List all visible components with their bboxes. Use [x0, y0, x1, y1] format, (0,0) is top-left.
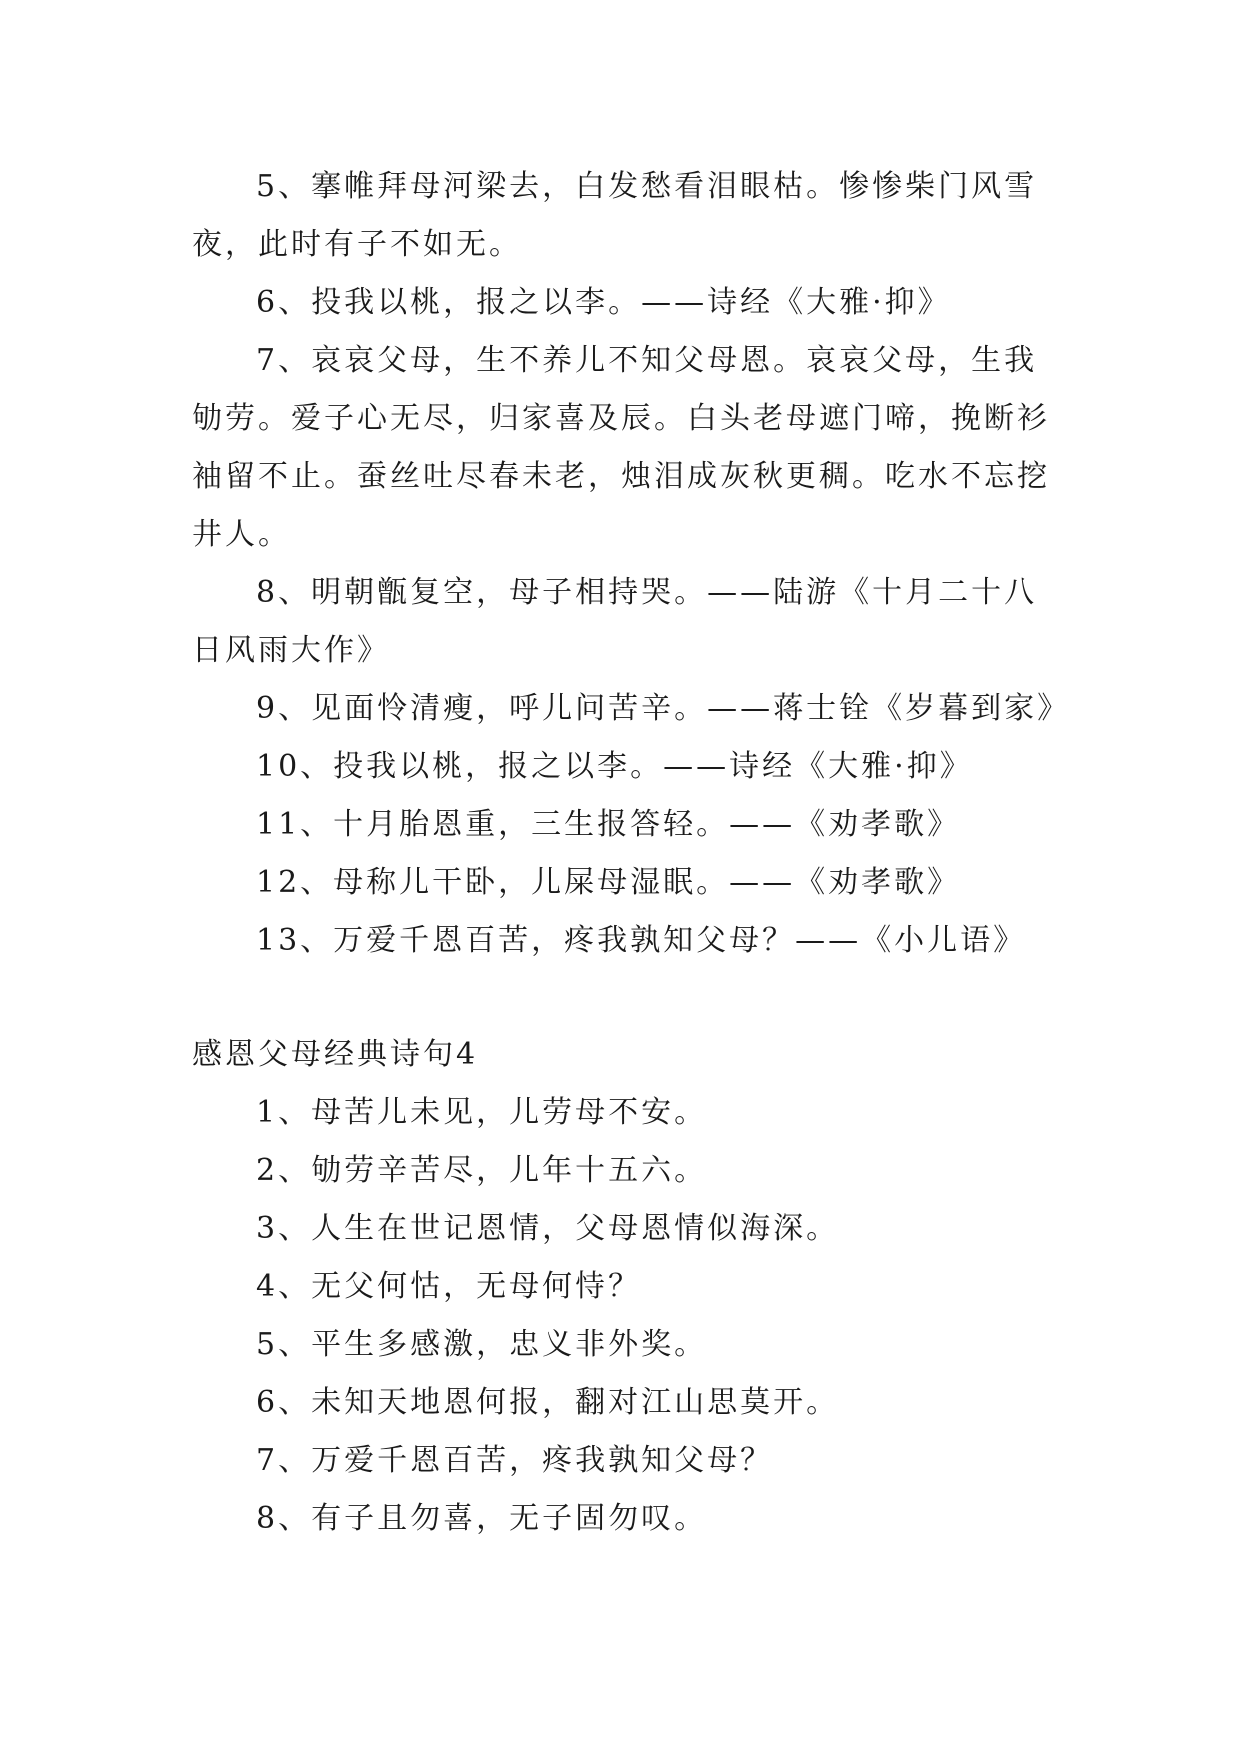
poem-line: 10、投我以桃，报之以李。——诗经《大雅·抑》	[256, 749, 973, 784]
poem-line: 3、人生在世记恩情，父母恩情似海深。	[256, 1211, 840, 1246]
poem-line: 9、见面怜清瘦，呼儿问苦辛。——蒋士铨《岁暮到家》	[256, 691, 1071, 726]
section-heading: 感恩父母经典诗句4	[192, 1037, 479, 1072]
poem-line: 11、十月胎恩重，三生报答轻。——《劝孝歌》	[256, 807, 961, 842]
poem-line: 5、平生多感激，忠义非外奖。	[256, 1327, 708, 1362]
document-body	[192, 158, 1071, 1548]
poem-line: 1、母苦儿未见，儿劳母不安。	[256, 1095, 708, 1130]
poem-line: 5、搴帷拜母河梁去，白发愁看泪眼枯。惨惨柴门风雪夜，此时有子不如无。	[192, 169, 1038, 262]
poem-line: 8、有子且勿喜，无子固勿叹。	[256, 1501, 708, 1536]
poem-line: 4、无父何怙，无母何恃？	[256, 1269, 642, 1304]
poem-line: 12、母称儿干卧，儿屎母湿眠。——《劝孝歌》	[256, 865, 961, 900]
poem-line: 7、万爱千恩百苦，疼我孰知父母？	[256, 1443, 774, 1478]
poem-line: 6、未知天地恩何报，翻对江山思莫开。	[256, 1385, 840, 1420]
section-spacer	[192, 970, 1062, 1026]
poem-line: 7、哀哀父母，生不养儿不知父母恩。哀哀父母，生我劬劳。爱子心无尽，归家喜及辰。白头老母遮门啼，挽断衫袖留不止。蚕丝吐尽春未老，烛泪成灰秋更稠。吃水不忘挖井人。	[192, 343, 1050, 552]
poem-line: 8、明朝甑复空，母子相持哭。——陆游《十月二十八日风雨大作》	[192, 575, 1038, 668]
poem-line: 2、劬劳辛苦尽，儿年十五六。	[256, 1153, 708, 1188]
poem-line: 6、投我以桃，报之以李。——诗经《大雅·抑》	[256, 285, 951, 320]
poem-line: 13、万爱千恩百苦，疼我孰知父母？——《小儿语》	[256, 923, 1027, 958]
